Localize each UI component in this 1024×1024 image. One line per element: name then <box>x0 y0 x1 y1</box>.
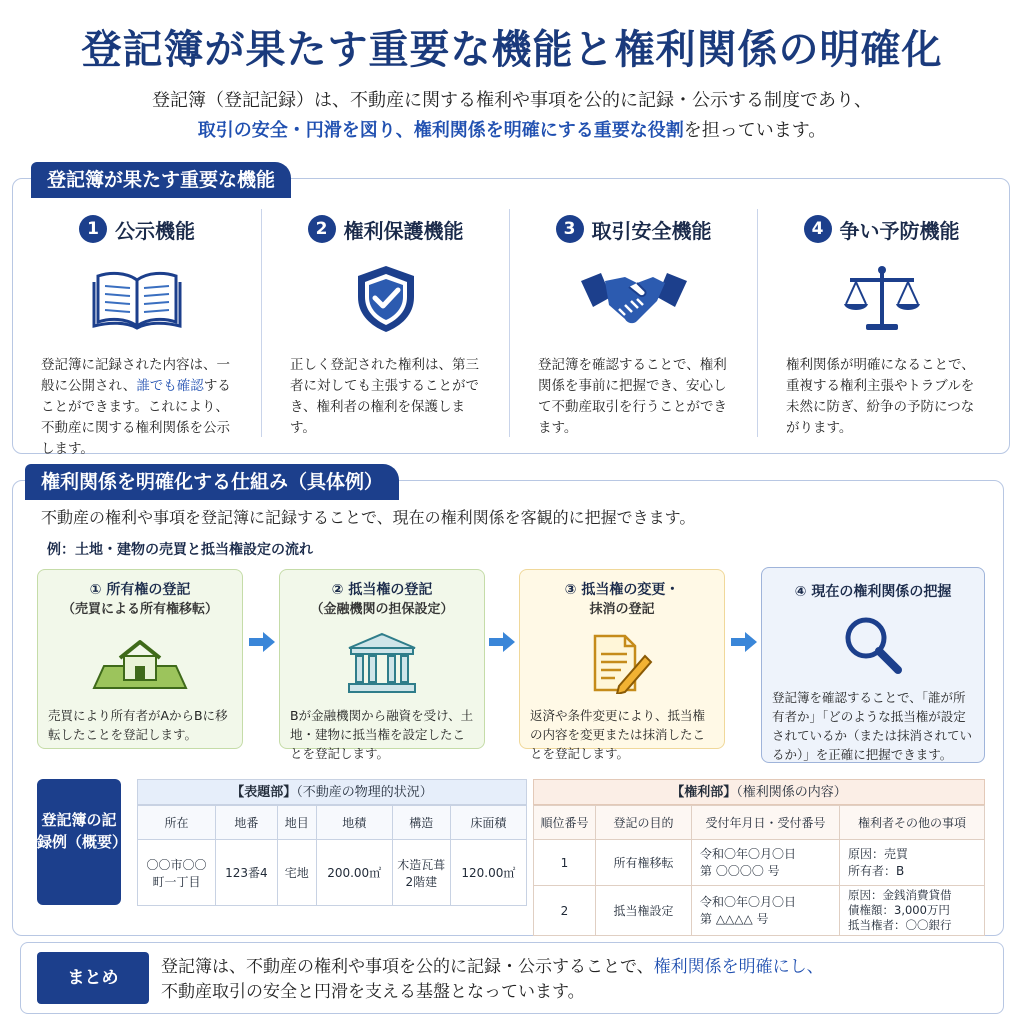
summary-highlight: 権利関係を明確にし、 <box>653 957 824 977</box>
summary-part: 不動産取引の安全と円滑を支える基盤となっています。 <box>161 982 585 1002</box>
arrow-right-icon <box>247 631 277 653</box>
step-description: Bが金融機関から融資を受け、土地・建物に抵当権を設定したことを登記します。 <box>290 708 474 761</box>
flow-step-mortgage <box>279 569 485 761</box>
shield-check-icon <box>262 259 509 339</box>
intro-highlight: 取引の安全・円滑を図り、権利関係を明確にする重要な役割 <box>197 120 684 141</box>
function-card-transaction <box>509 209 757 437</box>
flow-step-ownership <box>37 569 243 749</box>
summary-part: 登記簿は、不動産の権利や事項を公的に記録・公示することで、 <box>161 957 654 977</box>
number-badge: 1 <box>79 215 107 243</box>
arrow-right-icon <box>729 631 759 653</box>
step-description: 登記簿を確認することで、「誰が所有者か」「どのような抵当権が設定されているか（または抹消されているか）」を正確に把握できます。 <box>772 690 973 762</box>
title-section-table <box>137 779 527 906</box>
example-title: 例：土地・建物の売買と抵当権設定の流れ <box>47 542 313 558</box>
summary-text <box>161 955 824 1005</box>
table-row <box>534 886 985 936</box>
function-description <box>41 355 241 460</box>
table-cell: 所有権移転 <box>596 840 692 886</box>
function-title: 争い予防機能 <box>839 218 960 243</box>
table-cell: 2 <box>534 886 596 936</box>
house-icon <box>48 630 232 696</box>
column-header: 権利者その他の事項 <box>840 806 985 840</box>
table-cell: 200.00㎡ <box>316 840 392 906</box>
bank-icon <box>290 630 474 696</box>
function-card-header <box>758 209 1005 249</box>
column-header: 地目 <box>277 806 316 840</box>
step-subtitle: （売買による所有権移転） <box>61 602 218 617</box>
column-header: 順位番号 <box>534 806 596 840</box>
mechanism-section <box>12 471 1004 936</box>
function-title: 公示機能 <box>115 218 195 243</box>
intro-line-1: 登記簿（登記記録）は、不動産に関する権利や事項を公的に記録・公示する制度であり、 <box>152 90 872 111</box>
caption-rest: （不動産の物理的状況） <box>296 785 433 800</box>
step-title: ② 抵当権の登記 <box>331 582 433 598</box>
scales-icon <box>758 259 1005 339</box>
function-description: 登記簿を確認することで、権利関係を事前に把握でき、安心して不動産取引を行うことができます。 <box>538 357 727 436</box>
table-row <box>138 840 527 906</box>
mechanism-description: 不動産の権利や事項を登記簿に記録することで、現在の権利関係を客観的に把握できます。 <box>41 508 696 527</box>
column-header: 登記の目的 <box>596 806 692 840</box>
flow-step-change <box>519 569 725 761</box>
step-subtitle: （金融機関の担保設定） <box>310 602 454 617</box>
intro-text <box>0 86 1024 146</box>
table-row <box>534 840 985 886</box>
caption-rest: （権利関係の内容） <box>736 785 847 800</box>
number-badge: 3 <box>556 215 584 243</box>
page-title: 登記簿が果たす重要な機能と権利関係の明確化 <box>81 27 943 73</box>
step-title: ③ 抵当権の変更・ <box>564 582 680 598</box>
table-cell: 120.00㎡ <box>450 840 526 906</box>
table-cell: 〇〇市〇〇町一丁目 <box>138 840 216 906</box>
table-caption <box>533 779 985 805</box>
function-description: 権利関係が明確になることで、重複する権利主張やトラブルを未然に防ぎ、紛争の予防につながります。 <box>786 357 975 436</box>
summary-box <box>20 942 1004 1014</box>
description-part: することができます。これにより、不動産に関する権利関係を公示します。 <box>41 378 231 457</box>
table-cell: 1 <box>534 840 596 886</box>
table-cell: 123番4 <box>216 840 278 906</box>
step-subtitle: 抹消の登記 <box>589 602 655 617</box>
table-cell: 原因：金銭消費貸借 債権額：3,000万円 抵当権者：〇〇銀行 <box>840 886 985 936</box>
column-header: 所在 <box>138 806 216 840</box>
function-description: 正しく登記された権利は、第三者に対しても主張することができ、権利者の権利を保護します。 <box>290 357 479 436</box>
handshake-icon <box>510 259 757 339</box>
caption-bold: 【表題部】 <box>231 785 297 800</box>
intro-line-2 <box>0 116 1024 146</box>
step-title: ① 所有権の登記 <box>89 582 191 598</box>
function-card-header <box>262 209 509 249</box>
table-cell: 令和〇年〇月〇日 第 △△△△ 号 <box>692 886 840 936</box>
number-badge: 4 <box>804 215 832 243</box>
mechanism-section-heading: 権利関係を明確化する仕組み（具体例） <box>25 464 399 500</box>
table-cell: 宅地 <box>277 840 316 906</box>
arrow-right-icon <box>487 631 517 653</box>
column-header: 構造 <box>392 806 450 840</box>
caption-bold: 【権利部】 <box>671 785 737 800</box>
step-description: 売買により所有者がAからBに移転したことを登記します。 <box>48 708 228 742</box>
function-card-disclosure <box>13 209 261 457</box>
table-cell: 抵当権設定 <box>596 886 692 936</box>
rights-section-table <box>533 779 985 936</box>
function-card-header <box>13 209 261 249</box>
open-book-icon <box>13 259 261 339</box>
table-cell: 令和〇年〇月〇日 第 〇〇〇〇 号 <box>692 840 840 886</box>
functions-section <box>12 169 1010 457</box>
column-header: 地積 <box>316 806 392 840</box>
function-card-header <box>510 209 757 249</box>
number-badge: 2 <box>308 215 336 243</box>
record-example-label: 登記簿の記録例（概要） <box>37 779 121 905</box>
column-header: 受付年月日・受付番号 <box>692 806 840 840</box>
step-title: ④ 現在の権利関係の把握 <box>794 584 952 600</box>
document-pen-icon <box>530 630 714 696</box>
function-title: 権利保護機能 <box>343 218 464 243</box>
intro-line-2-rest: を担っています。 <box>683 120 827 141</box>
flow-step-current-status <box>761 567 985 763</box>
step-description: 返済や条件変更により、抵当権の内容を変更または抹消したことを登記します。 <box>530 708 706 761</box>
column-header: 床面積 <box>450 806 526 840</box>
description-highlight: 誰でも確認 <box>136 378 204 394</box>
function-card-prevention <box>757 209 1005 437</box>
functions-section-heading: 登記簿が果たす重要な機能 <box>31 162 291 198</box>
table-caption <box>137 779 527 805</box>
table-cell: 木造瓦葺2階建 <box>392 840 450 906</box>
function-title: 取引安全機能 <box>591 218 712 243</box>
summary-label: まとめ <box>37 952 149 1004</box>
description-part: 登記簿に記録された内容は、一般に公開され、 <box>41 357 230 394</box>
column-header: 地番 <box>216 806 278 840</box>
table-cell: 原因：売買 所有者：B <box>840 840 985 886</box>
function-card-protection <box>261 209 509 437</box>
magnifier-icon <box>772 612 974 678</box>
